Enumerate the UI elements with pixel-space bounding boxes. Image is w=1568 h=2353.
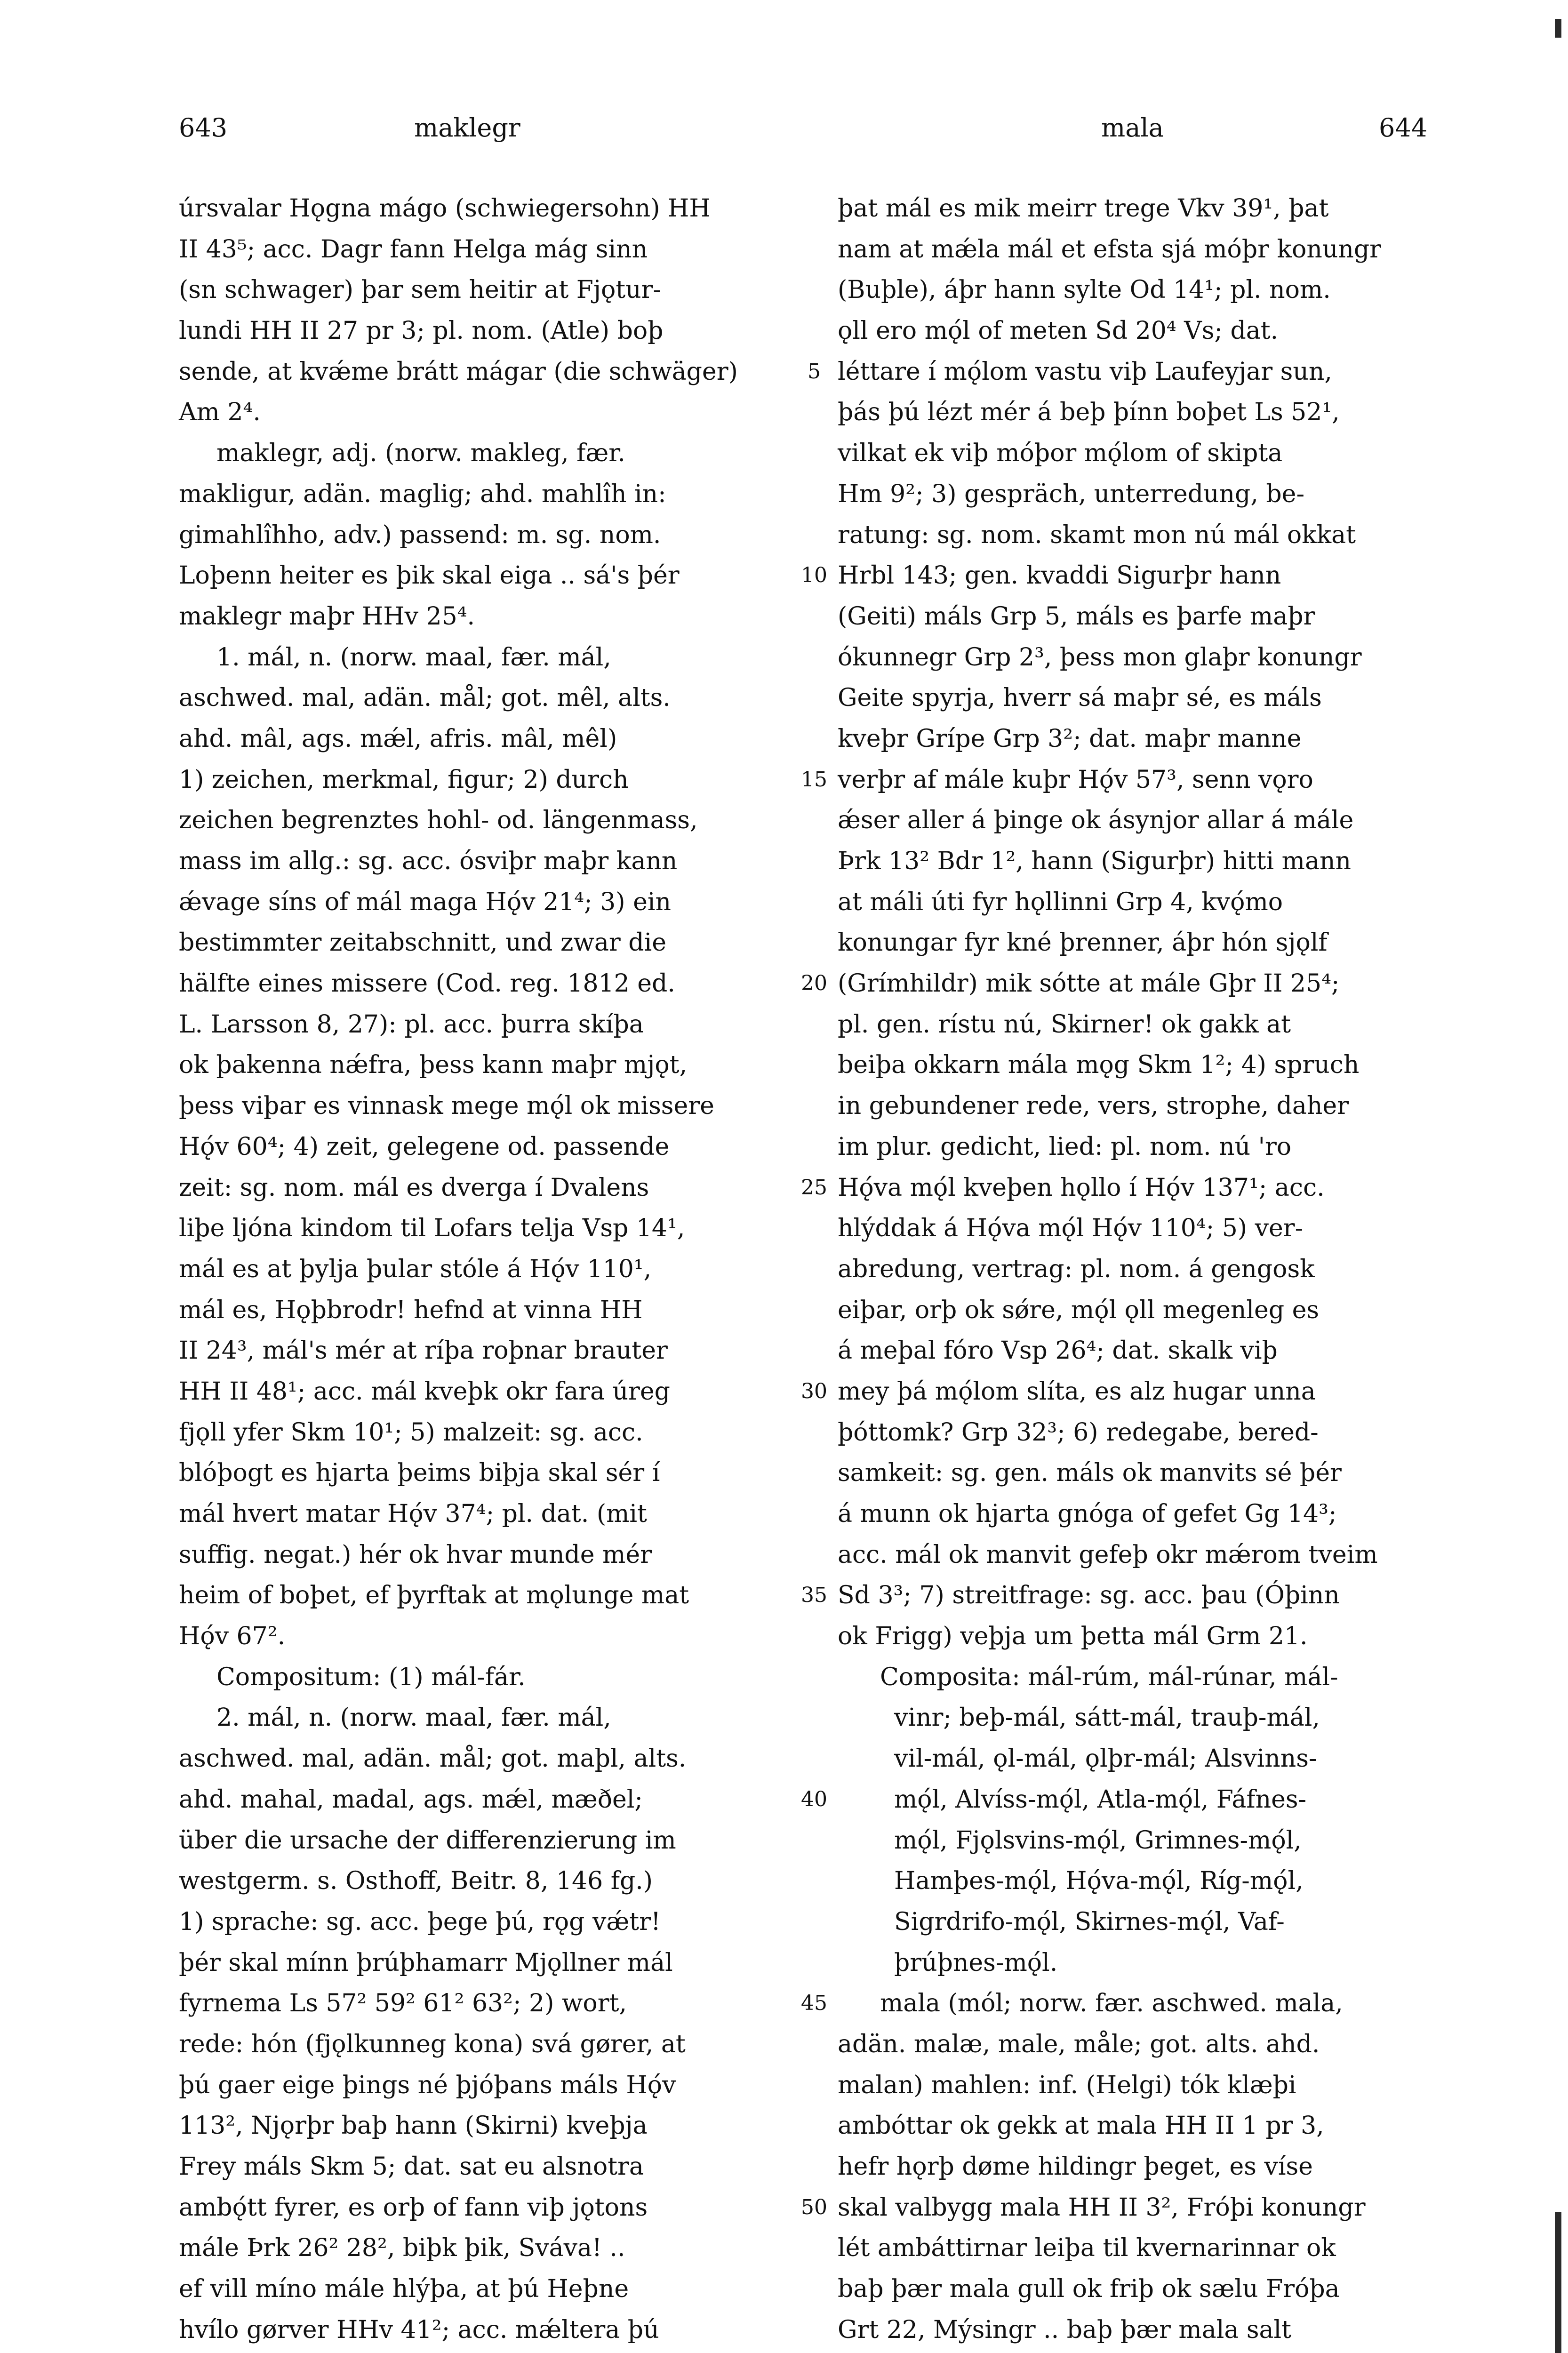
left-column-text-line: 2. mál, n. (norw. maal, fær. mál, — [216, 1704, 611, 1732]
left-column-text-line: aschwed. mal, adän. mål; got. maþl, alts. — [179, 1745, 687, 1773]
left-column-text-line: ef vill míno mále hlýþa, at þú Heþne — [179, 2275, 629, 2304]
left-column-text-line: (sn schwager) þar sem heitir at Fjǫtur- — [179, 276, 662, 304]
right-column-text-line: ǽser aller á þinge ok ásynjor allar á mále — [838, 806, 1354, 835]
right-column-text-line: þás þú lézt mér á beþ þínn boþet Ls 52¹, — [838, 398, 1340, 427]
left-column-text-line: makligur, adän. maglig; ahd. mahlîh in: — [179, 480, 666, 508]
right-column-text-line: vil-mál, ǫl-mál, ǫlþr-mál; Alsvinns- — [894, 1745, 1317, 1773]
right-column-text-line: ókunnegr Grp 2³, þess mon glaþr konungr — [838, 643, 1362, 672]
left-column-text-line: mál hvert matar Hǫ́v 37⁴; pl. dat. (mit — [179, 1500, 647, 1528]
right-column-text-line: ratung: sg. nom. skamt mon nú mál okkat — [838, 520, 1356, 549]
right-column-text-line: baþ þær mala gull ok friþ ok sælu Fróþa — [838, 2275, 1340, 2304]
right-column-text-line: eiþar, orþ ok sǿre, mǫ́l ǫll megenleg es — [838, 1296, 1320, 1324]
right-column-text-line: im plur. gedicht, lied: pl. nom. nú 'ro — [838, 1132, 1292, 1161]
right-column-text-line: (Buþle), áþr hann sylte Od 14¹; pl. nom. — [838, 276, 1331, 304]
line-number: 40 — [801, 1787, 827, 1811]
left-column-text-line: fjǫll yfer Skm 10¹; 5) malzeit: sg. acc. — [179, 1418, 643, 1447]
left-column-text-line: Am 2⁴. — [179, 398, 261, 427]
left-column-text-line: aschwed. mal, adän. mål; got. mêl, alts. — [179, 684, 671, 712]
right-column-text-line: mǫ́l, Alvíss-mǫ́l, Atla-mǫ́l, Fáfnes- — [894, 1785, 1307, 1814]
left-column-text-line: maklegr maþr HHv 25⁴. — [179, 602, 475, 631]
left-column-text-line: ahd. mahal, madal, ags. mǽl, mæðel; — [179, 1785, 643, 1814]
right-column-text-line: (Geiti) máls Grp 5, máls es þarfe maþr — [838, 602, 1315, 631]
left-column-text-line: þess viþar es vinnask mege mǫ́l ok missere — [179, 1092, 714, 1120]
left-column-text-line: Compositum: (1) mál-fár. — [216, 1663, 526, 1691]
right-column-text-line: nam at mǽla mál et efsta sjá móþr konungr — [838, 235, 1381, 264]
left-column-text-line: 113², Njǫrþr baþ hann (Skirni) kveþja — [179, 2112, 648, 2140]
line-number: 5 — [808, 359, 821, 384]
right-column-text-line: Sd 3³; 7) streitfrage: sg. acc. þau (Óþinn — [838, 1581, 1340, 1610]
left-column-text-line: lundi HH II 27 pr 3; pl. nom. (Atle) boþ — [179, 317, 664, 345]
left-column-text-line: fyrnema Ls 57² 59² 61² 63²; 2) wort, — [179, 1989, 627, 2018]
left-column-text-line: sende, at kvǽme brátt mágar (die schwäger) — [179, 357, 738, 386]
line-number-gutter — [800, 188, 828, 2350]
left-column-text-line: ambǫ́tt fyrer, es orþ of fann viþ jǫtons — [179, 2193, 648, 2222]
line-number: 35 — [801, 1583, 827, 1608]
right-column-text-line: ok Frigg) veþja um þetta mál Grm 21. — [838, 1622, 1308, 1651]
right-column-text-line: hlýddak á Hǫ́va mǫ́l Hǫ́v 110⁴; 5) ver- — [838, 1214, 1304, 1243]
left-column-text-line: Hǫ́v 60⁴; 4) zeit, gelegene od. passende — [179, 1132, 670, 1161]
left-column-text-line: II 24³, mál's mér at ríþa roþnar brauter — [179, 1337, 668, 1365]
left-column — [179, 188, 791, 2350]
left-column-text-line: mál es at þylja þular stóle á Hǫ́v 110¹, — [179, 1255, 652, 1283]
left-column-text-line: Frey máls Skm 5; dat. sat eu alsnotra — [179, 2153, 644, 2181]
left-page-number: 643 — [179, 113, 228, 143]
right-column-text-line: mǫ́l, Fjǫlsvins-mǫ́l, Grimnes-mǫ́l, — [894, 1826, 1302, 1855]
right-column-text-line: beiþa okkarn mála mǫg Skm 1²; 4) spruch — [838, 1051, 1360, 1080]
scan-edge-mark — [1555, 2212, 1561, 2353]
left-column-text-line: gimahlîhho, adv.) passend: m. sg. nom. — [179, 520, 661, 549]
left-column-text-line: þér skal mínn þrúþhamarr Mjǫllner mál — [179, 1948, 673, 1977]
line-number: 10 — [801, 563, 827, 588]
right-column-text-line: Sigrdrifo-mǫ́l, Skirnes-mǫ́l, Vaf- — [894, 1907, 1285, 1936]
left-column-text-line: rede: hón (fjǫlkunneg kona) svá gører, at — [179, 2030, 686, 2058]
right-column-text-line: Þrk 13² Bdr 1², hann (Sigurþr) hitti mann — [838, 847, 1351, 875]
left-column-text-line: 1) sprache: sg. acc. þege þú, rǫg vǽtr! — [179, 1907, 661, 1936]
left-column-text-line: II 43⁵; acc. Dagr fann Helga mág sinn — [179, 235, 648, 264]
right-column-text-line: á munn ok hjarta gnóga of gefet Gg 14³; — [838, 1500, 1337, 1528]
right-column-text-line: mey þá mǫ́lom slíta, es alz hugar unna — [838, 1377, 1316, 1406]
left-column-text-line: zeichen begrenztes hohl- od. längenmass, — [179, 806, 698, 835]
left-column-text-line: westgerm. s. Osthoff, Beitr. 8, 146 fg.) — [179, 1867, 653, 1896]
right-column-text-line: vilkat ek viþ móþor mǫ́lom of skipta — [838, 439, 1283, 468]
left-column-text-line: þú gaer eige þings né þjóþans máls Hǫ́v — [179, 2071, 676, 2099]
right-column-text-line: Hrbl 143; gen. kvaddi Sigurþr hann — [838, 561, 1281, 590]
right-column-text-line: Hamþes-mǫ́l, Hǫ́va-mǫ́l, Ríg-mǫ́l, — [894, 1867, 1304, 1896]
left-column-text-line: ok þakenna nǽfra, þess kann maþr mjǫt, — [179, 1051, 688, 1080]
left-column-text-line: mass im allg.: sg. acc. ósviþr maþr kann — [179, 847, 678, 875]
left-column-text-line: suffig. negat.) hér ok hvar munde mér — [179, 1540, 652, 1569]
left-column-text-line: bestimmter zeitabschnitt, und zwar die — [179, 928, 666, 957]
right-column-text-line: á meþal fóro Vsp 26⁴; dat. skalk viþ — [838, 1337, 1278, 1365]
right-column-text-line: verþr af mále kuþr Hǫ́v 57³, senn vǫro — [838, 765, 1313, 794]
right-column-text-line: Composita: mál-rúm, mál-rúnar, mál- — [880, 1663, 1338, 1691]
line-number: 50 — [801, 2195, 827, 2219]
left-column-text-line: über die ursache der differenzierung im — [179, 1826, 676, 1855]
right-column-text-line: Geite spyrja, hverr sá maþr sé, es máls — [838, 684, 1322, 712]
right-column-text-line: þóttomk? Grp 32³; 6) redegabe, bered- — [838, 1418, 1319, 1447]
right-column-text-line: samkeit: sg. gen. máls ok manvits sé þér — [838, 1459, 1342, 1488]
right-page-number: 644 — [1379, 113, 1428, 143]
left-column-text-line: ahd. mâl, ags. mǽl, afris. mâl, mêl) — [179, 724, 617, 753]
line-number: 15 — [801, 767, 827, 792]
left-column-text-line: 1) zeichen, merkmal, figur; 2) durch — [179, 765, 629, 794]
right-column-text-line: þrúþnes-mǫ́l. — [894, 1948, 1058, 1977]
left-column-text-line: blóþogt es hjarta þeims biþja skal sér í — [179, 1459, 660, 1488]
left-column-text-line: mál es, Hǫþbrodr! hefnd at vinna HH — [179, 1296, 643, 1324]
left-column-text-line: HH II 48¹; acc. mál kveþk okr fara úreg — [179, 1377, 670, 1406]
right-column-text-line: pl. gen. rístu nú, Skirner! ok gakk at — [838, 1010, 1291, 1039]
line-number: 45 — [801, 1991, 827, 2016]
line-number: 25 — [801, 1175, 827, 1200]
left-column-text-line: zeit: sg. nom. mál es dverga í Dvalens — [179, 1173, 649, 1202]
right-column-text-line: acc. mál ok manvit gefeþ okr mǽrom tveim — [838, 1540, 1378, 1569]
left-column-text-line: Loþenn heiter es þik skal eiga .. sá's þér — [179, 561, 680, 590]
line-number: 20 — [801, 971, 827, 996]
right-column-text-line: ambóttar ok gekk at mala HH II 1 pr 3, — [838, 2112, 1324, 2140]
right-column-text-line: konungar fyr kné þrenner, áþr hón sjǫlf — [838, 928, 1328, 957]
right-column-text-line: adän. malæ, male, måle; got. alts. ahd. — [838, 2030, 1320, 2058]
right-column — [838, 188, 1445, 2350]
line-number: 30 — [801, 1379, 827, 1403]
right-column-text-line: kveþr Grípe Grp 3²; dat. maþr manne — [838, 724, 1302, 753]
right-column-text-line: Grt 22, Mýsingr .. baþ þær mala salt — [838, 2315, 1292, 2344]
right-column-text-line: malan) mahlen: inf. (Helgi) tók klæþi — [838, 2071, 1296, 2099]
left-running-headword: maklegr — [414, 113, 520, 143]
page-header — [0, 113, 1568, 155]
right-column-text-line: in gebundener rede, vers, strophe, daher — [838, 1092, 1349, 1120]
left-column-text-line: L. Larsson 8, 27): pl. acc. þurra skíþa — [179, 1010, 644, 1039]
right-column-text-line: lét ambáttirnar leiþa til kvernarinnar ok — [838, 2234, 1336, 2263]
right-column-text-line: þat mál es mik meirr trege Vkv 39¹, þat — [838, 194, 1329, 223]
left-column-text-line: mále Þrk 26² 28², biþk þik, Sváva! .. — [179, 2234, 625, 2263]
scan-edge-mark — [1555, 19, 1561, 38]
right-column-text-line: mala (mól; norw. fær. aschwed. mala, — [880, 1989, 1343, 2018]
right-running-headword: mala — [1101, 113, 1164, 143]
right-column-text-line: skal valbygg mala HH II 3², Fróþi konungr — [838, 2193, 1366, 2222]
left-column-text-line: maklegr, adj. (norw. makleg, fær. — [216, 439, 625, 468]
left-column-text-line: hvílo gørver HHv 41²; acc. mǽltera þú — [179, 2315, 659, 2344]
left-column-text-line: liþe ljóna kindom til Lofars telja Vsp 14¹, — [179, 1214, 685, 1243]
right-column-text-line: vinr; beþ-mál, sátt-mál, trauþ-mál, — [894, 1704, 1320, 1732]
right-column-text-line: abredung, vertrag: pl. nom. á gengosk — [838, 1255, 1315, 1283]
left-column-text-line: Hǫ́v 67². — [179, 1622, 286, 1651]
right-column-text-line: ǫll ero mǫ́l of meten Sd 20⁴ Vs; dat. — [838, 317, 1279, 345]
left-column-text-line: ǽvage síns of mál maga Hǫ́v 21⁴; 3) ein — [179, 888, 671, 916]
right-column-text-line: léttare í mǫ́lom vastu viþ Laufeyjar sun, — [838, 357, 1332, 386]
right-column-text-line: hefr hǫrþ døme hildingr þeget, es víse — [838, 2153, 1313, 2181]
right-column-text-line: (Grímhildr) mik sótte at mále Gþr II 25⁴; — [838, 969, 1340, 998]
right-column-text-line: Hǫ́va mǫ́l kveþen hǫllo í Hǫ́v 137¹; acc. — [838, 1173, 1325, 1202]
left-column-text-line: heim of boþet, ef þyrftak at mǫlunge mat — [179, 1581, 689, 1610]
right-column-text-line: Hm 9²; 3) gespräch, unterredung, be- — [838, 480, 1305, 508]
right-column-text-line: at máli úti fyr hǫllinni Grp 4, kvǫ́mo — [838, 888, 1283, 916]
left-column-text-line: 1. mál, n. (norw. maal, fær. mál, — [216, 643, 611, 672]
left-column-text-line: úrsvalar Hǫgna mágo (schwiegersohn) HH — [179, 194, 711, 223]
left-column-text-line: hälfte eines missere (Cod. reg. 1812 ed. — [179, 969, 675, 998]
